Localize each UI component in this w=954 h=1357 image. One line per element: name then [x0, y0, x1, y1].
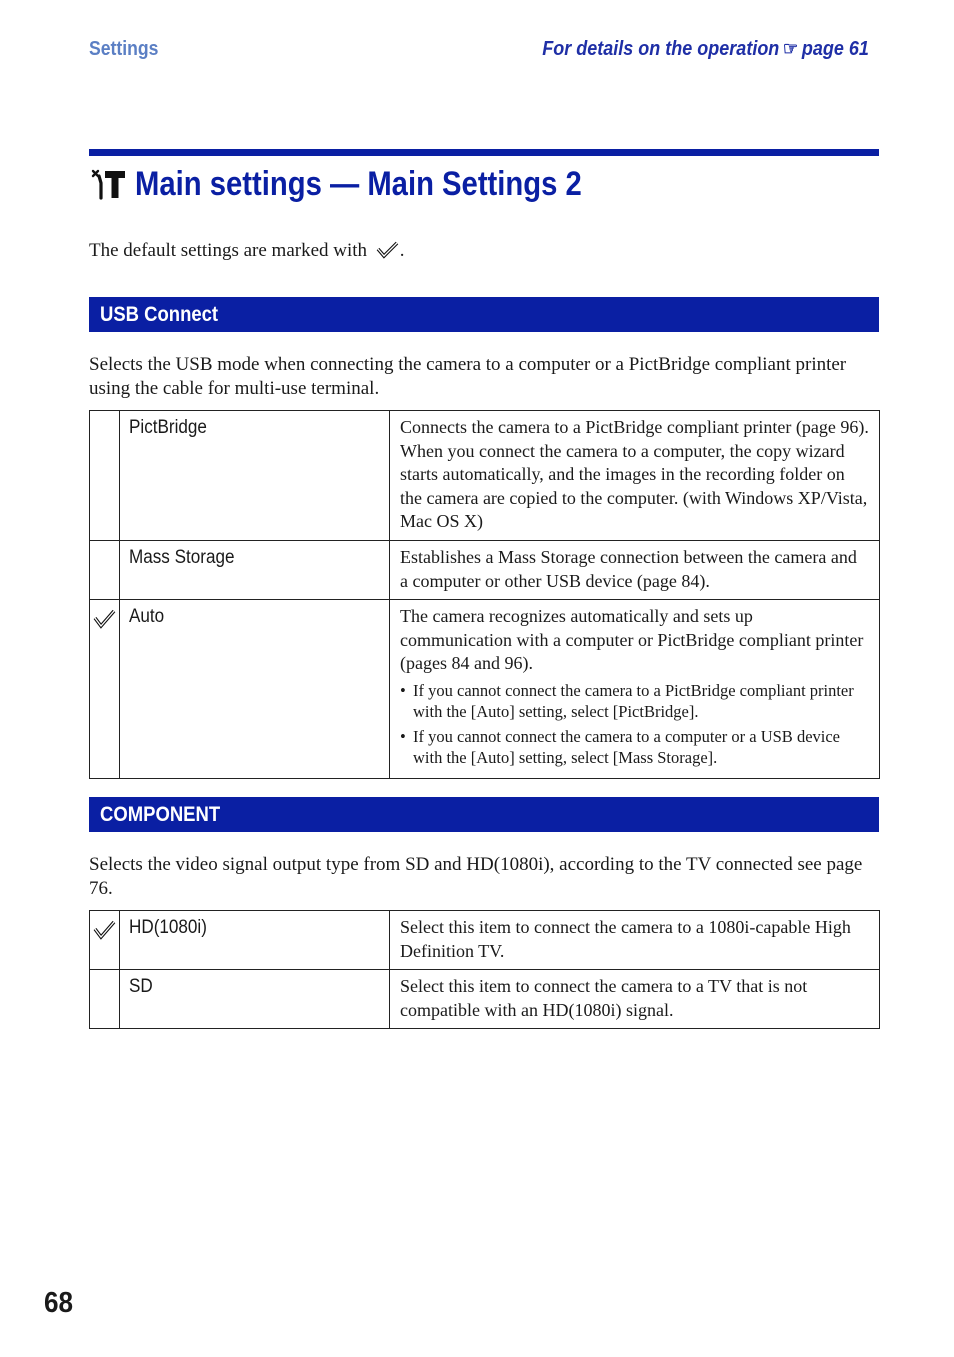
- table-row: [90, 911, 880, 970]
- default-mark-cell: [90, 541, 120, 600]
- usb-connect-heading-text: USB Connect: [100, 302, 219, 326]
- option-description: Connects the camera to a PictBridge compliant printer (page 96). When you connect the camera to a computer, the copy wizard starts automatically, and the images in the recording folder on the camera are copied to the computer. (with Windows XP/Vista, Mac OS X): [390, 411, 880, 541]
- option-name-text: SD: [129, 976, 153, 997]
- component-heading: [89, 797, 879, 832]
- header-details-text: For details on the operation: [542, 38, 780, 60]
- option-description-text: The camera recognizes automatically and sets up communication with a computer or PictBridge compliant printer (pages 84 and 96).: [400, 606, 864, 673]
- header-details-page: page 61: [801, 38, 869, 60]
- option-name: [120, 541, 390, 600]
- intro-suffix: .: [399, 240, 405, 261]
- page-title: Main settings — Main Settings 2: [135, 164, 582, 203]
- option-name: [120, 970, 390, 1029]
- title-block: [89, 163, 655, 205]
- option-name: [120, 911, 390, 970]
- component-heading-text: COMPONENT: [100, 802, 221, 826]
- pointing-hand-icon: ☞: [783, 39, 799, 60]
- option-name-text: HD(1080i): [129, 917, 207, 938]
- default-check-icon: [93, 609, 117, 629]
- title-rule: [89, 149, 879, 156]
- page-number: 68: [44, 1287, 74, 1319]
- default-mark-cell: [90, 411, 120, 541]
- usb-connect-heading: [89, 297, 879, 332]
- list-item: • If you cannot connect the camera to a computer or a USB device with the [Auto] setting, select [Mass Storage].: [400, 726, 869, 768]
- table-row: [90, 600, 880, 779]
- option-description: [390, 600, 880, 779]
- option-name: [120, 600, 390, 779]
- intro-text: The default settings are marked with: [89, 240, 368, 261]
- table-row: [90, 541, 880, 600]
- usb-connect-description: Selects the USB mode when connecting the camera to a computer or a PictBridge compliant printer using the cable for multi-use terminal.: [89, 354, 847, 399]
- default-mark-cell: [90, 911, 120, 970]
- list-item: • If you cannot connect the camera to a PictBridge compliant printer with the [Auto] setting, select [PictBridge].: [400, 680, 869, 722]
- default-mark-cell: [90, 600, 120, 779]
- option-description: Establishes a Mass Storage connection between the camera and a computer or other USB device (page 84).: [390, 541, 880, 600]
- default-marker-note: [89, 240, 405, 262]
- header-section-label: Settings: [89, 38, 159, 60]
- option-name-text: Auto: [129, 606, 165, 627]
- table-row: [90, 970, 880, 1029]
- default-check-icon: [376, 241, 400, 259]
- usb-connect-options-table: [89, 410, 880, 779]
- option-name-text: PictBridge: [129, 417, 207, 438]
- option-notes: [400, 680, 869, 768]
- header-details-reference: [542, 38, 869, 61]
- default-check-icon: [93, 920, 117, 940]
- table-row: [90, 411, 880, 541]
- option-name: [120, 411, 390, 541]
- component-description: Selects the video signal output type from SD and HD(1080i), according to the TV connected see page 76.: [89, 854, 863, 899]
- option-description: Select this item to connect the camera to a 1080i-capable High Definition TV.: [390, 911, 880, 970]
- option-description: Select this item to connect the camera to a TV that is not compatible with an HD(1080i) signal.: [390, 970, 880, 1029]
- settings-tools-icon: [89, 167, 127, 201]
- component-options-table: [89, 910, 880, 1029]
- option-name-text: Mass Storage: [129, 547, 235, 568]
- default-mark-cell: [90, 970, 120, 1029]
